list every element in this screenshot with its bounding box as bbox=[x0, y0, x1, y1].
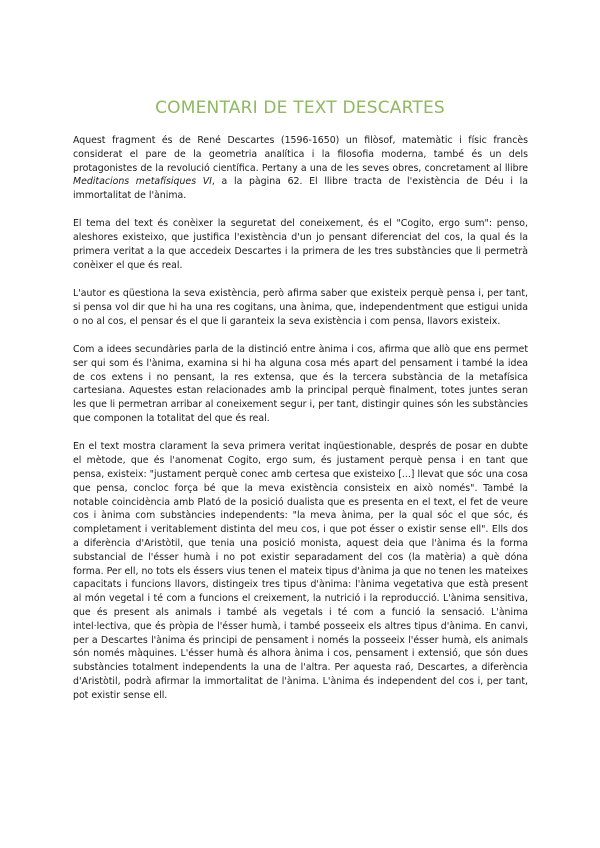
paragraph-intro bbox=[73, 134, 528, 203]
paragraph-analysis: En el text mostra clarament la seva primera veritat inqüestionable, després de posar en dubte el mètode, que és l'anomenat Cogito, ergo sum, és justament perquè pensa i en tant que pensa, existeix: "justament perquè conec amb certesa que existeixo [...] llevat que sóc una cosa que pensa, concloc força bé que la meva existència consisteix en això només". També la notable coincidència amb Plató de la posició dualista que es presenta en el text, el fet de veure cos i ànima com substàncies independents: "la meva ànima, per la qual sóc el que sóc, és completament i veritablement distinta del meu cos, i que pot ésser o existir sense ell". Ells dos a diferència d'Aristòtil, que tenia una posició monista, aquest deia que l'ànima és la forma substancial de l'ésser humà i no pot existir separadament del cos (la matèria) a què dóna forma. Per ell, no tots els éssers vius tenen el mateix tipus d'ànima ja que no tenen les mateixes capacitats i funcions llavors, distingeix tres tipus d'ànima: l'ànima vegetativa que està present al món vegetal i té com a funcions el creixement, la nutrició i la reproducció. L'ànima sensitiva, que és present als animals i també als vegetals i té com a funció la sensació. L'ànima intel·lectiva, que és pròpia de l'ésser humà, i també posseeix els altres tipus d'ànima. En canvi, per a Descartes l'ànima és principi de pensament i només la posseeix l'ésser humà, els animals són només màquines. L'ésser humà és alhora ànima i cos, pensament i extensió, que són dues substàncies totalment independents la una de l'altra. Per aquesta raó, Descartes, a diferència d'Aristòtil, podrà afirmar la immortalitat de l'ànima. L'ànima és independent del cos i, per tant, pot existir sense ell. bbox=[73, 441, 528, 701]
document-title: COMENTARI DE TEXT DESCARTES bbox=[155, 98, 445, 119]
paragraph-secondary-ideas: Com a idees secundàries parla de la distinció entre ànima i cos, afirma que allò que ens permet ser qui som és l'ànima, examina si hi ha alguna cosa més apart del pensament i també la idea de cos extens i no pensant, la res extensa, que és la tercera substància de la metafísica cartesiana. Aquestes estan relacionades amb la principal perquè finalment, totes juntes seran les que li permetran arribar al coneixement segur i, per tant, distingir quines són les substàncies que componen la totalitat del que és real. bbox=[73, 344, 528, 425]
intro-text-start: Aquest fragment és de René Descartes (1596-1650) un filòsof, matemàtic i físic francès considerat el pare de la geometria analítica i la filosofia moderna, també és un dels protagonistes de la revolució científica. Pertany a una de les seves obres, concretament al llibre bbox=[73, 135, 528, 174]
paragraph-existence: L'autor es qüestiona la seva existència, però afirma saber que existeix perquè pensa i, per tant, si pensa vol dir que hi ha una res cogitans, una ànima, que, independentment que estigui unida o no al cos, el pensar és el que li garanteix la seva existència i com pensa, llavors existeix. bbox=[73, 288, 528, 327]
book-title: Meditacions metafísiques VI bbox=[73, 176, 212, 188]
document-body bbox=[73, 134, 528, 716]
intro-text-end: , a la pàgina 62. El llibre tracta de l'existència de Déu i la immortalitat de l'ànima. bbox=[73, 176, 528, 202]
paragraph-theme: El tema del text és conèixer la seguretat del coneixement, és el "Cogito, ergo sum": penso, aleshores existeixo, que justifica l'existència d'un jo pensant diferenciat del cos, la qual és la primera veritat a la que accedeix Descartes i la primera de les tres substàncies que li permetrà conèixer el que és real. bbox=[73, 218, 528, 271]
